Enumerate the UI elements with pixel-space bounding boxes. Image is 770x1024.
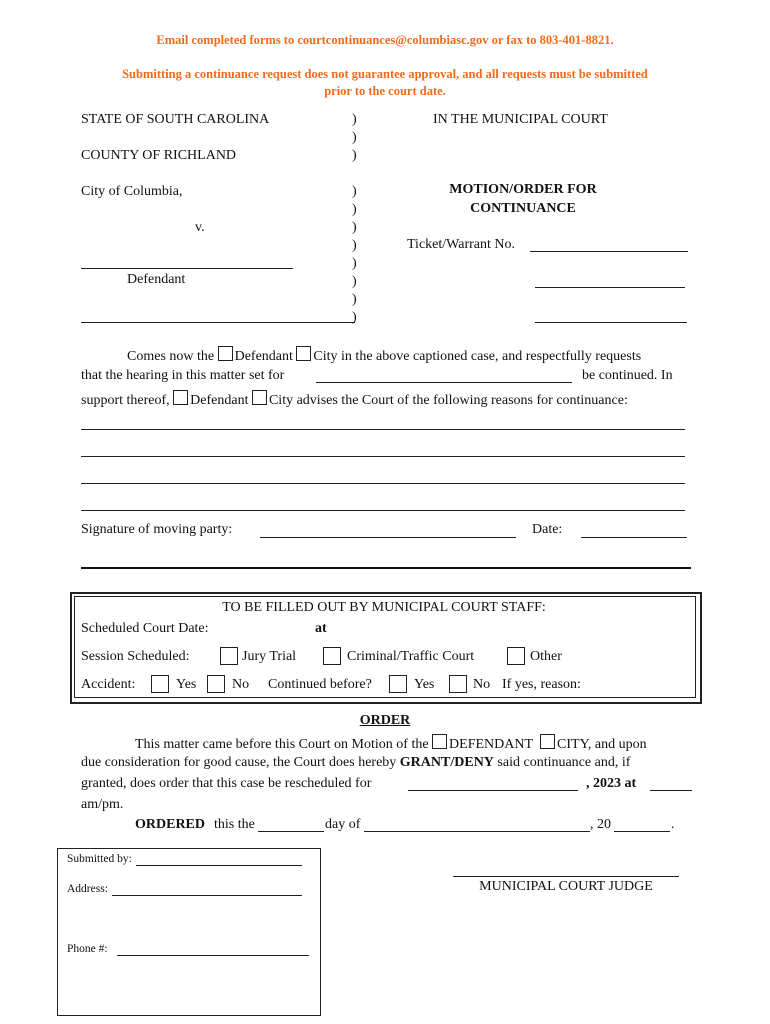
order-line-3-start: granted, does order that this case be rescheduled for [81, 776, 372, 791]
reschedule-date-field[interactable] [408, 790, 578, 791]
order-line-2: due consideration for good cause, the Court does hereby GRANT/DENY said continuance and, if [81, 755, 631, 770]
state-label: STATE OF SOUTH CAROLINA [81, 112, 270, 127]
accident-label: Accident: [81, 677, 136, 692]
defendant-label: Defendant [127, 272, 186, 287]
plaintiff-label: City of Columbia, [81, 184, 183, 199]
this-the-label: this the [214, 817, 255, 832]
order-year-field[interactable] [614, 831, 670, 832]
defendant-extra-line[interactable] [81, 322, 355, 323]
ordered-label: ORDERED [135, 817, 206, 832]
order-day-field[interactable] [258, 831, 324, 832]
order-defendant-checkbox[interactable] [432, 734, 447, 749]
county-label: COUNTY OF RICHLAND [81, 148, 237, 163]
defendant-checkbox-2[interactable] [173, 390, 188, 405]
judge-label: MUNICIPAL COURT JUDGE [479, 879, 653, 894]
at-label: at [315, 621, 327, 636]
order-year: , 2023 at [586, 776, 637, 791]
accident-no-label: No [232, 677, 250, 692]
continued-yes-checkbox[interactable] [389, 675, 407, 693]
reason-line-1[interactable] [81, 429, 685, 430]
if-yes-reason-label: If yes, reason: [502, 677, 581, 692]
order-month-field[interactable] [364, 831, 590, 832]
phone-label: Phone #: [67, 943, 108, 955]
order-line-4: am/pm. [81, 797, 124, 812]
motion-line-2-end: be continued. In [582, 368, 673, 383]
address-field[interactable] [112, 895, 302, 896]
caption-paren: ) [352, 130, 357, 145]
caption-paren: ) [352, 220, 357, 235]
caption-paren: ) [352, 238, 357, 253]
order-city-checkbox[interactable] [540, 734, 555, 749]
ticket-number-field-3[interactable] [535, 322, 687, 323]
caption-paren: ) [352, 274, 357, 289]
judge-signature-line[interactable] [453, 876, 679, 877]
scheduled-date-label: Scheduled Court Date: [81, 621, 209, 636]
reason-line-3[interactable] [81, 483, 685, 484]
motion-title-cont: CONTINUANCE [470, 201, 576, 216]
reschedule-time-field[interactable] [650, 790, 692, 791]
address-label: Address: [67, 883, 108, 895]
ticket-number-field-2[interactable] [535, 287, 685, 288]
jury-trial-checkbox[interactable] [220, 647, 238, 665]
accident-yes-label: Yes [176, 677, 197, 692]
submitted-box [57, 848, 321, 1016]
motion-line-1: Comes now the Defendant City in the above captioned case, and respectfully requests [127, 346, 641, 365]
caption-paren: ) [352, 112, 357, 127]
date-label: Date: [532, 522, 563, 537]
email-notice: Email completed forms to courtcontinuances@columbiasc.gov or fax to 803-401-8821. [156, 33, 614, 47]
hearing-date-field[interactable] [316, 382, 572, 383]
court-label: IN THE MUNICIPAL COURT [433, 112, 608, 127]
signature-field[interactable] [260, 537, 516, 538]
continued-yes-label: Yes [414, 677, 435, 692]
motion-line-3: support thereof, Defendant City advises the Court of the following reasons for continuance: [81, 390, 628, 409]
order-period: . [671, 817, 675, 832]
versus-label: v. [195, 220, 205, 235]
city-checkbox[interactable] [296, 346, 311, 361]
approval-notice-cont: prior to the court date. [324, 84, 446, 98]
session-label: Session Scheduled: [81, 649, 190, 664]
signature-label: Signature of moving party: [81, 522, 233, 537]
ticket-number-field[interactable] [530, 251, 688, 252]
motion-title: MOTION/ORDER FOR [449, 182, 597, 197]
section-divider [81, 567, 691, 569]
submitted-by-label: Submitted by: [67, 853, 132, 865]
reason-line-4[interactable] [81, 510, 685, 511]
reason-line-2[interactable] [81, 456, 685, 457]
continued-before-label: Continued before? [268, 677, 372, 692]
other-label: Other [530, 649, 562, 664]
continued-no-checkbox[interactable] [449, 675, 467, 693]
motion-line-2-start: that the hearing in this matter set for [81, 368, 285, 383]
phone-field[interactable] [117, 955, 309, 956]
ticket-label: Ticket/Warrant No. [407, 237, 516, 252]
order-line-1: This matter came before this Court on Motion of the DEFENDANT CITY, and upon [135, 734, 647, 753]
date-field[interactable] [581, 537, 687, 538]
caption-paren: ) [352, 184, 357, 199]
defendant-name-line[interactable] [81, 268, 293, 269]
city-checkbox-2[interactable] [252, 390, 267, 405]
accident-yes-checkbox[interactable] [151, 675, 169, 693]
year-prefix: , 20 [590, 817, 611, 832]
caption-paren: ) [352, 202, 357, 217]
jury-trial-label: Jury Trial [242, 649, 297, 664]
caption-paren: ) [352, 148, 357, 163]
accident-no-checkbox[interactable] [207, 675, 225, 693]
submitted-by-field[interactable] [136, 865, 302, 866]
staff-heading: TO BE FILLED OUT BY MUNICIPAL COURT STAFF: [222, 600, 546, 615]
continued-no-label: No [473, 677, 491, 692]
defendant-checkbox[interactable] [218, 346, 233, 361]
caption-paren: ) [352, 256, 357, 271]
order-heading: ORDER [359, 713, 411, 728]
criminal-traffic-label: Criminal/Traffic Court [347, 649, 475, 664]
approval-notice: Submitting a continuance request does not guarantee approval, and all requests must be submitted [122, 67, 648, 81]
caption-paren: ) [352, 292, 357, 307]
criminal-traffic-checkbox[interactable] [323, 647, 341, 665]
caption-paren: ) [352, 310, 357, 325]
day-of-label: day of [325, 817, 361, 832]
other-checkbox[interactable] [507, 647, 525, 665]
